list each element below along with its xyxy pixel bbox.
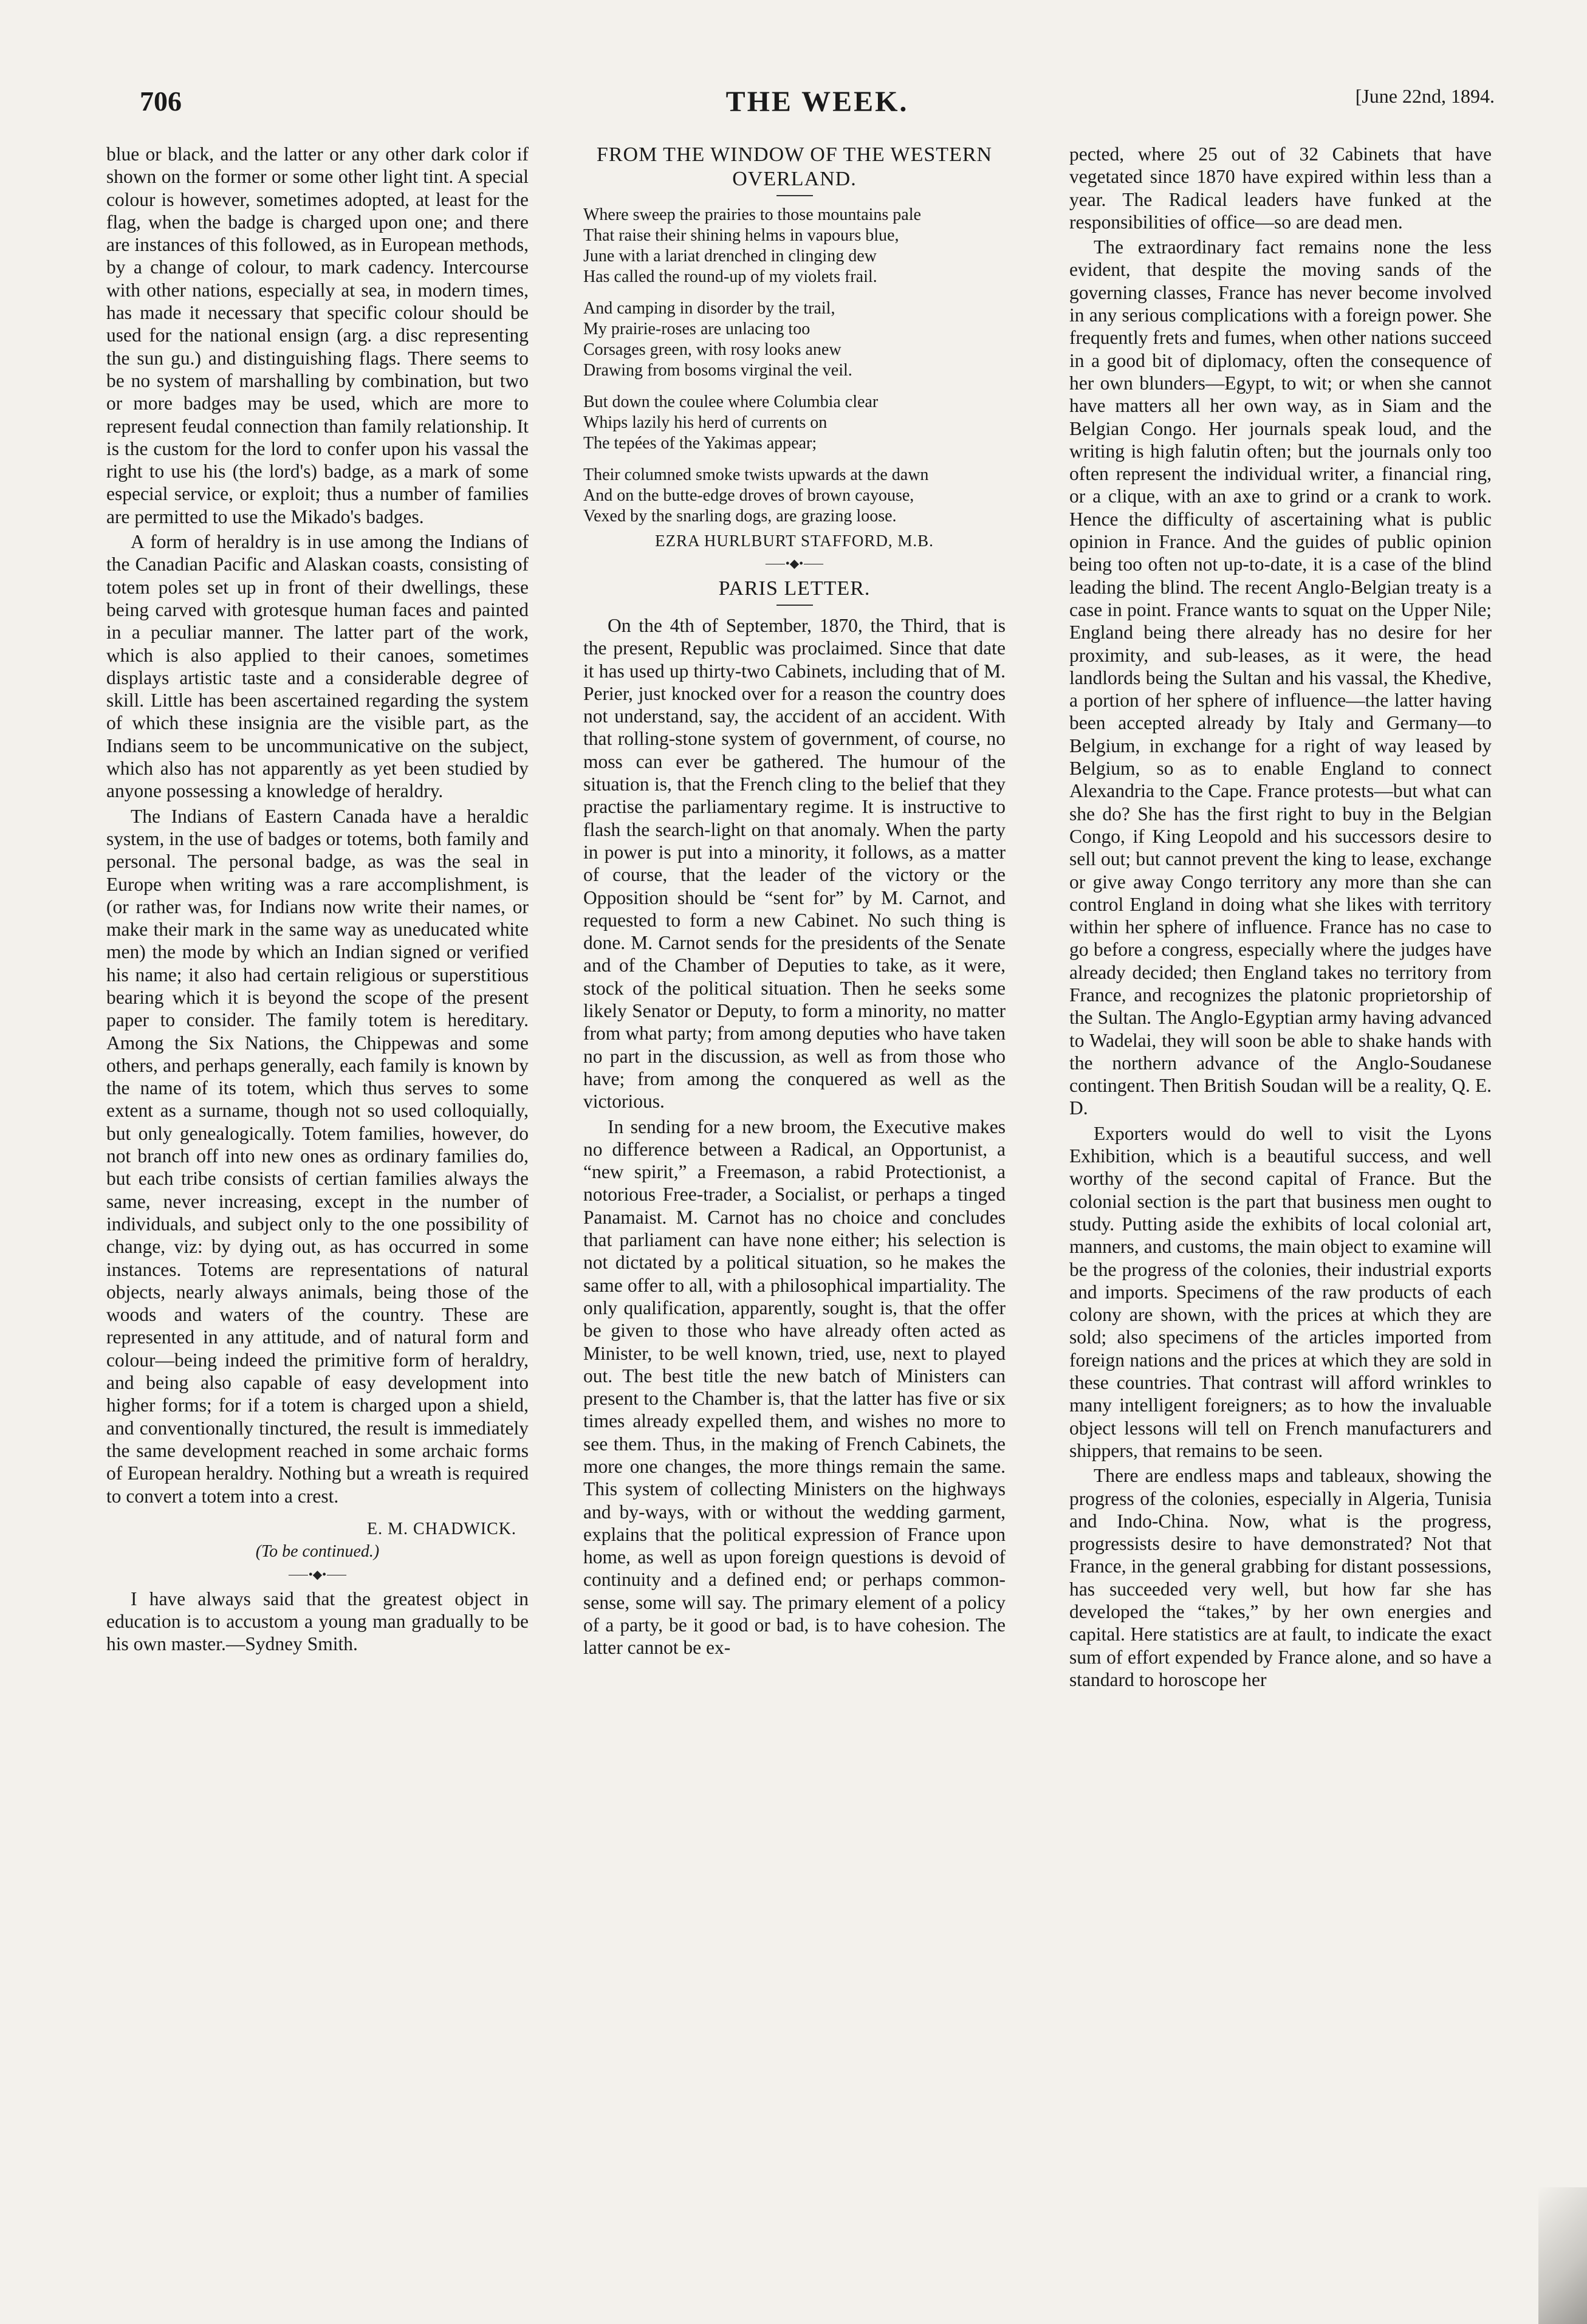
poem-line: Their columned smoke twists upwards at the dawn bbox=[583, 465, 929, 484]
continued-note: (To be continued.) bbox=[255, 1541, 380, 1561]
letter-title: PARIS LETTER. bbox=[718, 577, 871, 600]
article-author: E. M. CHADWICK. bbox=[367, 1519, 516, 1538]
poem-line: Drawing from bosoms virginal the veil. bbox=[583, 361, 852, 380]
poem-stanza bbox=[583, 205, 1006, 287]
paragraph: pected, where 25 out of 32 Cabinets that have vegetated since 1870 have expired within less than a year. The Radical leaders have funked at the responsibilities of office—so are dead men. bbox=[1069, 143, 1492, 233]
poem-line: Where sweep the prairies to those mountains pale bbox=[583, 205, 921, 224]
scan-edge-shadow bbox=[1538, 2187, 1587, 2324]
column-3 bbox=[1069, 143, 1492, 2294]
short-rule bbox=[776, 195, 813, 196]
poem-line: That raise their shining helms in vapours blue, bbox=[583, 226, 899, 245]
paragraph: The Indians of Eastern Canada have a heraldic system, in the use of badges or totems, both family and personal. The personal badge, as was the seal in Europe when writing was a rare accomplishment, is (or rather was, for Indians now write their names, or make their mark in the same way as uneducated white men) the mode by which an Indian signed or verified his name; it also had certain religious or superstitious bearing which it is beyond the scope of the present paper to consider. The family totem is hereditary. Among the Six Nations, the Chippewas and some others, and perhaps generally, each family is known by the name of its totem, which thus serves to some extent as a surname, though not so used colloquially, but only genealogically. Totem families, however, do not branch off into new ones as ordinary families do, but each tribe consists of certian families always the same, never increasing, except in the number of individuals, and subject only to the one possibility of change, viz: by dying out, as has occurred in some instances. Totems are representations of natural objects, nearly always animals, being those of the woods and waters of the country. These are represented in any attitude, and of natural form and colour—being indeed the primitive form of heraldry, and being also capable of easy development into higher forms; for if a totem is charged upon a shield, and conventionally tinctured, the result is immediately the same development reached in some archaic forms of European heraldry. Nothing but a wreath is required to convert a totem into a crest. bbox=[106, 805, 529, 1507]
poem-line: And camping in disorder by the trail, bbox=[583, 299, 835, 318]
page-header bbox=[140, 85, 1495, 134]
poem-line: Whips lazily his herd of currents on bbox=[583, 413, 828, 432]
journal-title: THE WEEK. bbox=[725, 86, 909, 118]
poem-line: Vexed by the snarling dogs, are grazing loose. bbox=[583, 507, 897, 526]
poem-line: But down the coulee where Columbia clear bbox=[583, 392, 879, 411]
ornamental-rule: ⸺•◆•⸺ bbox=[287, 1568, 348, 1582]
paragraph: The extraordinary fact remains none the less evident, that despite the moving sands of the governing classes, France has never become involved in any serious complications with a foreign power. She frequently frets and fumes, when other nations succeed in a good bit of diplomacy, often the consequence of her own blunders—Egypt, to wit; or when she cannot have matters all her own way, as in Siam and the Belgian Congo. Her journals speak loud, and the writing is high falutin often; but the journals only too often represent the individual writer, a financial ring, or a clique, with an axe to grind or a crank to work. Hence the difficulty of ascertaining what is public opinion in France. And the guides of public opinion being too often not up-to-date, it is a case of the blind leading the blind. The recent Anglo-Belgian treaty is a case in point. France wants to squat on the Upper Nile; England being there already has no desire for her proximity, and sub-leases, as it were, the head landlords being the Sultan and his vassal, the Khedive, a portion of her sphere of influence—the latter having been accepted already by Italy and Germany—to Belgium, in exchange for a right of way leased by Belgium, so as to enable England to connect Alexandria to the Cape. France protests—but what can she do? She has the first right to buy in the Belgian Congo, if King Leopold and his successors desire to sell out; but cannot prevent the king to lease, exchange or give away Congo territory any more than she can control England in doing what she likes with territory within her sphere of influence. France has no case to go before a congress, especially where the judges have already decided; then England takes no territory from France, and recognizes the platonic proprietorship of the Sultan. The Anglo-Egyptian army having advanced to Wadelai, they will soon be able to shake hands with the northern advance of the Anglo-Soudanese contingent. Then British Soudan will be a reality, Q. E. D. bbox=[1069, 236, 1492, 1119]
quote-paragraph: I have always said that the greatest object in education is to accustom a young man gradually to be his own master.—Sydney Smith. bbox=[106, 1588, 529, 1655]
page-number: 706 bbox=[140, 86, 182, 117]
ornamental-rule: ⸺•◆•⸺ bbox=[764, 557, 824, 571]
poem-stanza bbox=[583, 465, 1006, 527]
column-1 bbox=[106, 143, 529, 2294]
poem-stanza bbox=[583, 298, 1006, 381]
paragraph: A form of heraldry is in use among the Indians of the Canadian Pacific and Alaskan coasts, consisting of totem poles set up in front of their dwellings, these being carved with grotesque human faces and painted in a peculiar manner. The latter part of the work, which is also applied to their canoes, sometimes displays artistic taste and a considerable degree of skill. Little has been ascertained regarding the system of which these insignia are the visible part, as the Indians seem to be uncommunicative on the subject, which also has not apparently as yet been studied by anyone possessing a knowledge of heraldry. bbox=[106, 531, 529, 802]
paragraph: On the 4th of September, 1870, the Third, that is the present, Republic was proclaimed. Since that date it has used up thirty-two Cabinets, including that of M. Perier, just knocked over for a reason the country does not understand, say, the accident of an accident. With that rolling-stone system of government, of course, no moss can ever be gathered. The humour of the situation is, that the French cling to the belief that they practise the parliamentary regime. It is instructive to flash the search-light on that anomaly. When the party in power is put into a minority, it follows, as a matter of course, that the leader of the victory or the Opposition should be “sent for” by M. Carnot, and requested to form a new Cabinet. No such thing is done. M. Carnot sends for the presidents of the Senate and of the Chamber of Deputies to take, as it were, stock of the political situation. Then he seeks some likely Senator or Deputy, to form a minority, no matter from what party; from among deputies who have taken no part in the discussion, as well as from those who have; from among the conquered as well as the victorious. bbox=[583, 615, 1006, 1112]
paragraph: Exporters would do well to visit the Lyons Exhibition, which is a beautiful success, and well worthy of the second capital of France. But the colonial section is the part that business men ought to study. Putting aside the exhibits of local colonial art, manners, and customs, the main object to examine will be the progress of the colonies, their industrial exports and imports. Specimens of the raw products of each colony are shown, with the prices at which they are sold; also specimens of the articles imported from foreign nations and the prices at which they are sold in these countries. That contrast will afford wrinkles to many intelligent foreigners; as to how the invaluable object lessons will tell on French manufacturers and shippers, that remains to be seen. bbox=[1069, 1122, 1492, 1461]
poem-line: My prairie-roses are unlacing too bbox=[583, 320, 811, 338]
paragraph: blue or black, and the latter or any other dark color if shown on the former or some other light tint. A special colour is however, sometimes adopted, at least for the flag, when the badge is charged upon one; and there are instances of this followed, as in European methods, by a change of colour, to mark cadency. Intercourse with other nations, especially at sea, in modern times, has made it necessary that specific colour should be used for the national ensign (arg. a disc representing the sun gu.) and distinguishing flags. There seems to be no system of marshalling by combination, but two or more badges may be used, which are more to represent feudal connection than family relationship. It is the custom for the lord to confer upon his vassal the right to use his (the lord's) badge, as a mark of some especial service, or exploit; thus a number of families are permitted to use the Mikado's badges. bbox=[106, 143, 529, 527]
poem-line: Has called the round-up of my violets frail. bbox=[583, 267, 877, 286]
poem-line: June with a lariat drenched in clinging dew bbox=[583, 247, 877, 266]
short-rule bbox=[776, 605, 813, 606]
column-2 bbox=[583, 143, 1006, 2294]
poet-signature: EZRA HURLBURT STAFFORD, M.B. bbox=[655, 532, 934, 550]
poem-stanza bbox=[583, 392, 1006, 454]
paragraph: In sending for a new broom, the Executive makes no difference between a Radical, an Opportunist, a “new spirit,” a Freemason, a rabid Protectionist, a notorious Free-trader, a Socialist, or perhaps a tinged Panamaist. M. Carnot has no choice and concludes that parliament can have none either; his selection is not dictated by a political situation, so he makes the same offer to all, with a philosophical impartiality. The only qualification, apparently, sought is, that the offer be given to those who have already often acted as Minister, to be well known, tried, use, next to played out. The best title the new batch of Ministers can present to the Chamber is, that the latter has five or six times already expelled them, and wishes no more to see them. Thus, in the making of French Cabinets, the more one changes, the more things remain the same. This system of collecting Ministers on the highways and by-ways, with or without the wedding garment, explains that the political expression of France upon home, as well as upon foreign questions is devoid of continuity and a defined end; or perhaps common-sense, some will say. The primary element of a policy of a party, be it good or bad, is to have cohesion. The latter cannot be ex- bbox=[583, 1116, 1006, 1659]
poem-title: FROM THE WINDOW OF THE WESTERN OVERLAND. bbox=[596, 143, 993, 190]
poem-line: And on the butte-edge droves of brown cayouse, bbox=[583, 486, 914, 505]
issue-date: [June 22nd, 1894. bbox=[1355, 85, 1495, 107]
poem-line: Corsages green, with rosy looks anew bbox=[583, 340, 841, 359]
paragraph: There are endless maps and tableaux, showing the progress of the colonies, especially in Algeria, Tunisia and Indo-China. Now, what is the progress, progressists desire to have demonstrated? Not that France, in the general grabbing for distant possessions, has succeeded very well, but how far she has developed the “takes,” by her own energies and capital. Here statistics are at fault, to indicate the exact sum of effort expended by France alone, and so have a standard to horoscope her bbox=[1069, 1465, 1492, 1690]
poem-line: The tepées of the Yakimas appear; bbox=[583, 434, 817, 453]
